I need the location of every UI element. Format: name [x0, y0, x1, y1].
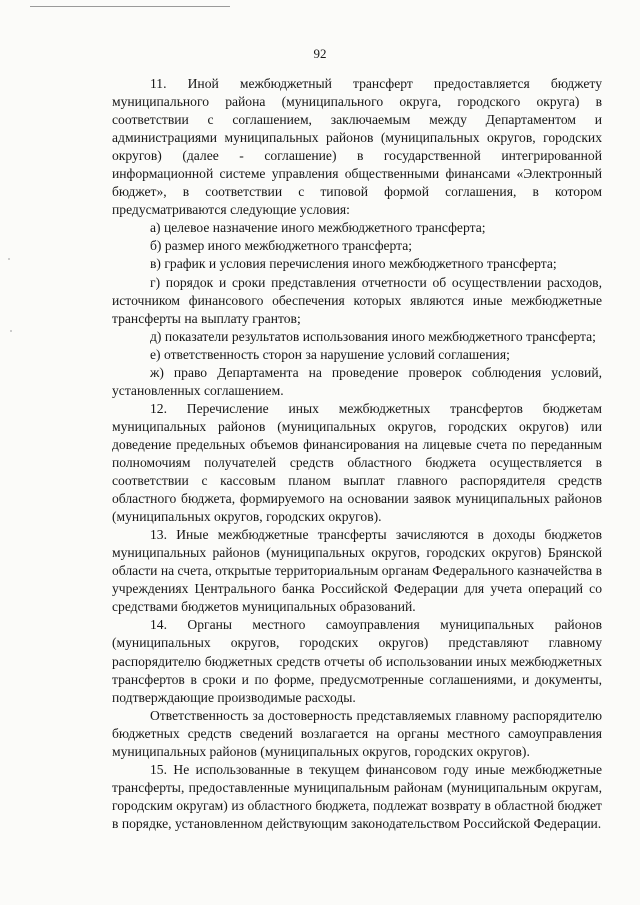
condition-zh: ж) право Департамента на проведение проверок соблюдения условий, установленных соглашением.	[112, 364, 602, 398]
condition-a: а) целевое назначение иного межбюджетного трансферта;	[150, 220, 486, 236]
paragraph-11: 11. Иной межбюджетный трансферт предоставляется бюджету муниципального района (муниципального округа, городского округа) в соответствии с соглашением, заключаемым между Департаментом и администрациями муниципальных районов (муниципальных округов, городских округов) (далее - соглашение) в государственной интегрированной информационной системе управления общественными финансами «Электронный бюджет», в соответствии с типовой формой соглашения, в котором предусматриваются следующие условия:	[112, 76, 602, 218]
scan-artifact-dot	[10, 330, 12, 332]
page-number: 92	[313, 46, 327, 61]
document-body	[112, 75, 602, 833]
paragraph-12: 12. Перечисление иных межбюджетных трансфертов бюджетам муниципальных районов (муниципальных округов, городских округов) или доведение предельных объемов финансирования на лицевые счета по переданным полномочиям получателей средств областного бюджета осуществляется в соответствии с кассовым планом выплат главного распорядителя средств областного бюджета, формируемого на основании заявок муниципальных районов (муниципальных округов, городских округов).	[112, 400, 602, 525]
scan-artifact-dot	[8, 258, 10, 260]
paragraph-15: 15. Не использованные в текущем финансовом году иные межбюджетные трансферты, предоставленные муниципальным районам (муниципальным округам, городским округам) из областного бюджета, подлежат возврату в областной бюджет в порядке, установленном действующим законодательством Российской Федерации.	[112, 761, 602, 831]
condition-v: в) график и условия перечисления иного межбюджетного трансферта;	[150, 256, 557, 272]
condition-g: г) порядок и сроки представления отчетности об осуществлении расходов, источником финансового обеспечения которых являются иные межбюджетные трансферты на выплату грантов;	[112, 274, 602, 326]
condition-b: б) размер иного межбюджетного трансферта;	[150, 238, 413, 254]
condition-e: е) ответственность сторон за нарушение условий соглашения;	[150, 346, 510, 362]
paragraph-responsibility: Ответственность за достоверность представляемых главному распорядителю бюджетных средств сведений возлагается на органы местного самоуправления муниципальных районов (муниципальных округов, городских округов).	[112, 707, 602, 759]
paragraph-14: 14. Органы местного самоуправления муниципальных районов (муниципальных округов, городских округов) представляют главному распорядителю бюджетных средств отчеты об использовании иных межбюджетных трансфертов в сроки и по форме, предусмотренные соглашениями, и документы, подтверждающие производимые расходы.	[112, 617, 602, 705]
scan-artifact-line	[30, 6, 230, 7]
paragraph-13: 13. Иные межбюджетные трансферты зачисляются в доходы бюджетов муниципальных районов (муниципальных округов, городских округов) Брянской области на счета, открытые территориальным органам Федерального казначейства в учреждениях Центрального банка Российской Федерации для учета операций со средствами бюджетов муниципальных образований.	[112, 527, 602, 615]
condition-d: д) показатели результатов использования иного межбюджетного трансферта;	[150, 328, 596, 344]
